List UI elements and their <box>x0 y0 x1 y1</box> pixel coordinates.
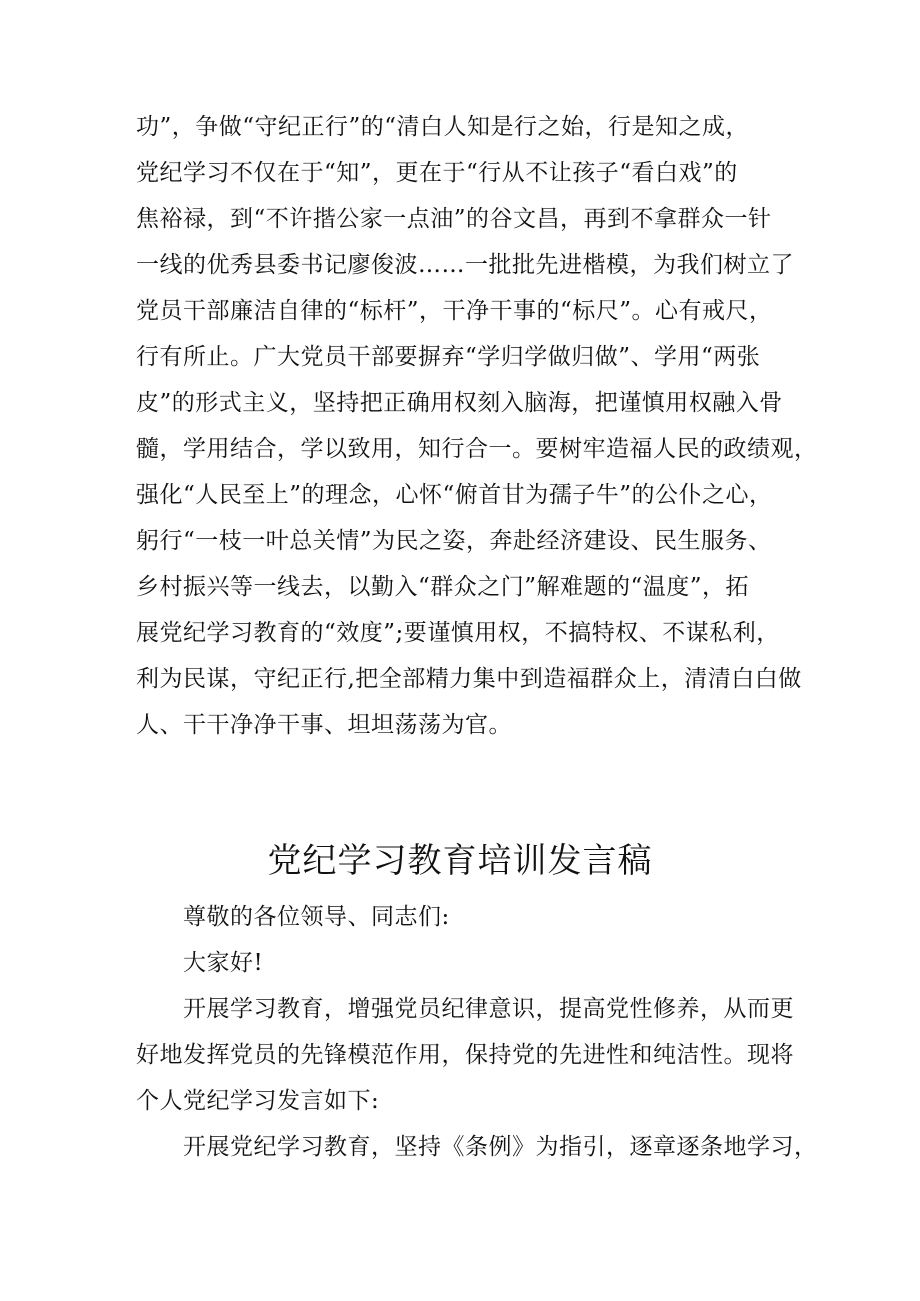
text-line: 利为民谋，守纪正行,把全部精力集中到造福群众上，清清白白做 <box>136 666 802 692</box>
speech-body <box>136 894 818 1170</box>
text-line: 行有所止。广大党员干部要摒弃“学归学做归做”、学用“两张 <box>136 344 761 370</box>
speech-title: 党纪学习教育培训发言稿 <box>267 841 653 881</box>
text-line: 展党纪学习教育的“效度”;要谨慎用权，不搞特权、不谋私利， <box>136 620 780 646</box>
text-line: 躬行“一枝一叶总关情”为民之姿，奔赴经济建设、民生服务、 <box>136 528 772 554</box>
text-line: 乡村振兴等一线去，以勤入“群众之门”解难题的“温度”，拓 <box>136 574 750 600</box>
text-line: 党纪学习不仅在于“知”，更在于“行从不让孩子“看白戏”的 <box>136 160 738 186</box>
text-line: 强化“人民至上”的理念，心怀“俯首甘为孺子牛”的公仆之心， <box>136 482 773 508</box>
text-line: 焦裕禄，到“不许揩公家一点油”的谷文昌，再到不拿群众一针 <box>136 206 772 232</box>
text-line: 功”，争做“守纪正行”的“清白人知是行之始，行是知之成， <box>136 114 750 140</box>
text-line: 髓，学用结合，学以致用，知行合一。要树牢造福人民的政绩观， <box>136 436 818 462</box>
paragraph-1-line: 开展学习教育，增强党员纪律意识，提高党性修养，从而更 <box>183 996 794 1022</box>
text-line: 人、干干净净干事、坦坦荡荡为官。 <box>136 712 512 738</box>
paragraph-1-line: 好地发挥党员的先锋模范作用，保持党的先进性和纯洁性。现将 <box>136 1042 794 1068</box>
paragraph-2-line: 开展党纪学习教育，坚持《条例》为指引，逐章逐条地学习， <box>183 1134 818 1160</box>
continuation-paragraph <box>136 104 818 748</box>
text-line: 一线的优秀县委书记廖俊波……一批批先进楷模，为我们树立了 <box>136 252 794 278</box>
text-line: 党员干部廉洁自律的“标杆”，干净干事的“标尺”。心有戒尺， <box>136 298 773 324</box>
paragraph-1-line: 个人党纪学习发言如下: <box>136 1088 380 1114</box>
salutation: 尊敬的各位领导、同志们: <box>183 904 450 930</box>
greeting: 大家好! <box>183 950 264 976</box>
text-line: 皮”的形式主义，坚持把正确用权刻入脑海，把谨慎用权融入骨 <box>136 390 783 416</box>
